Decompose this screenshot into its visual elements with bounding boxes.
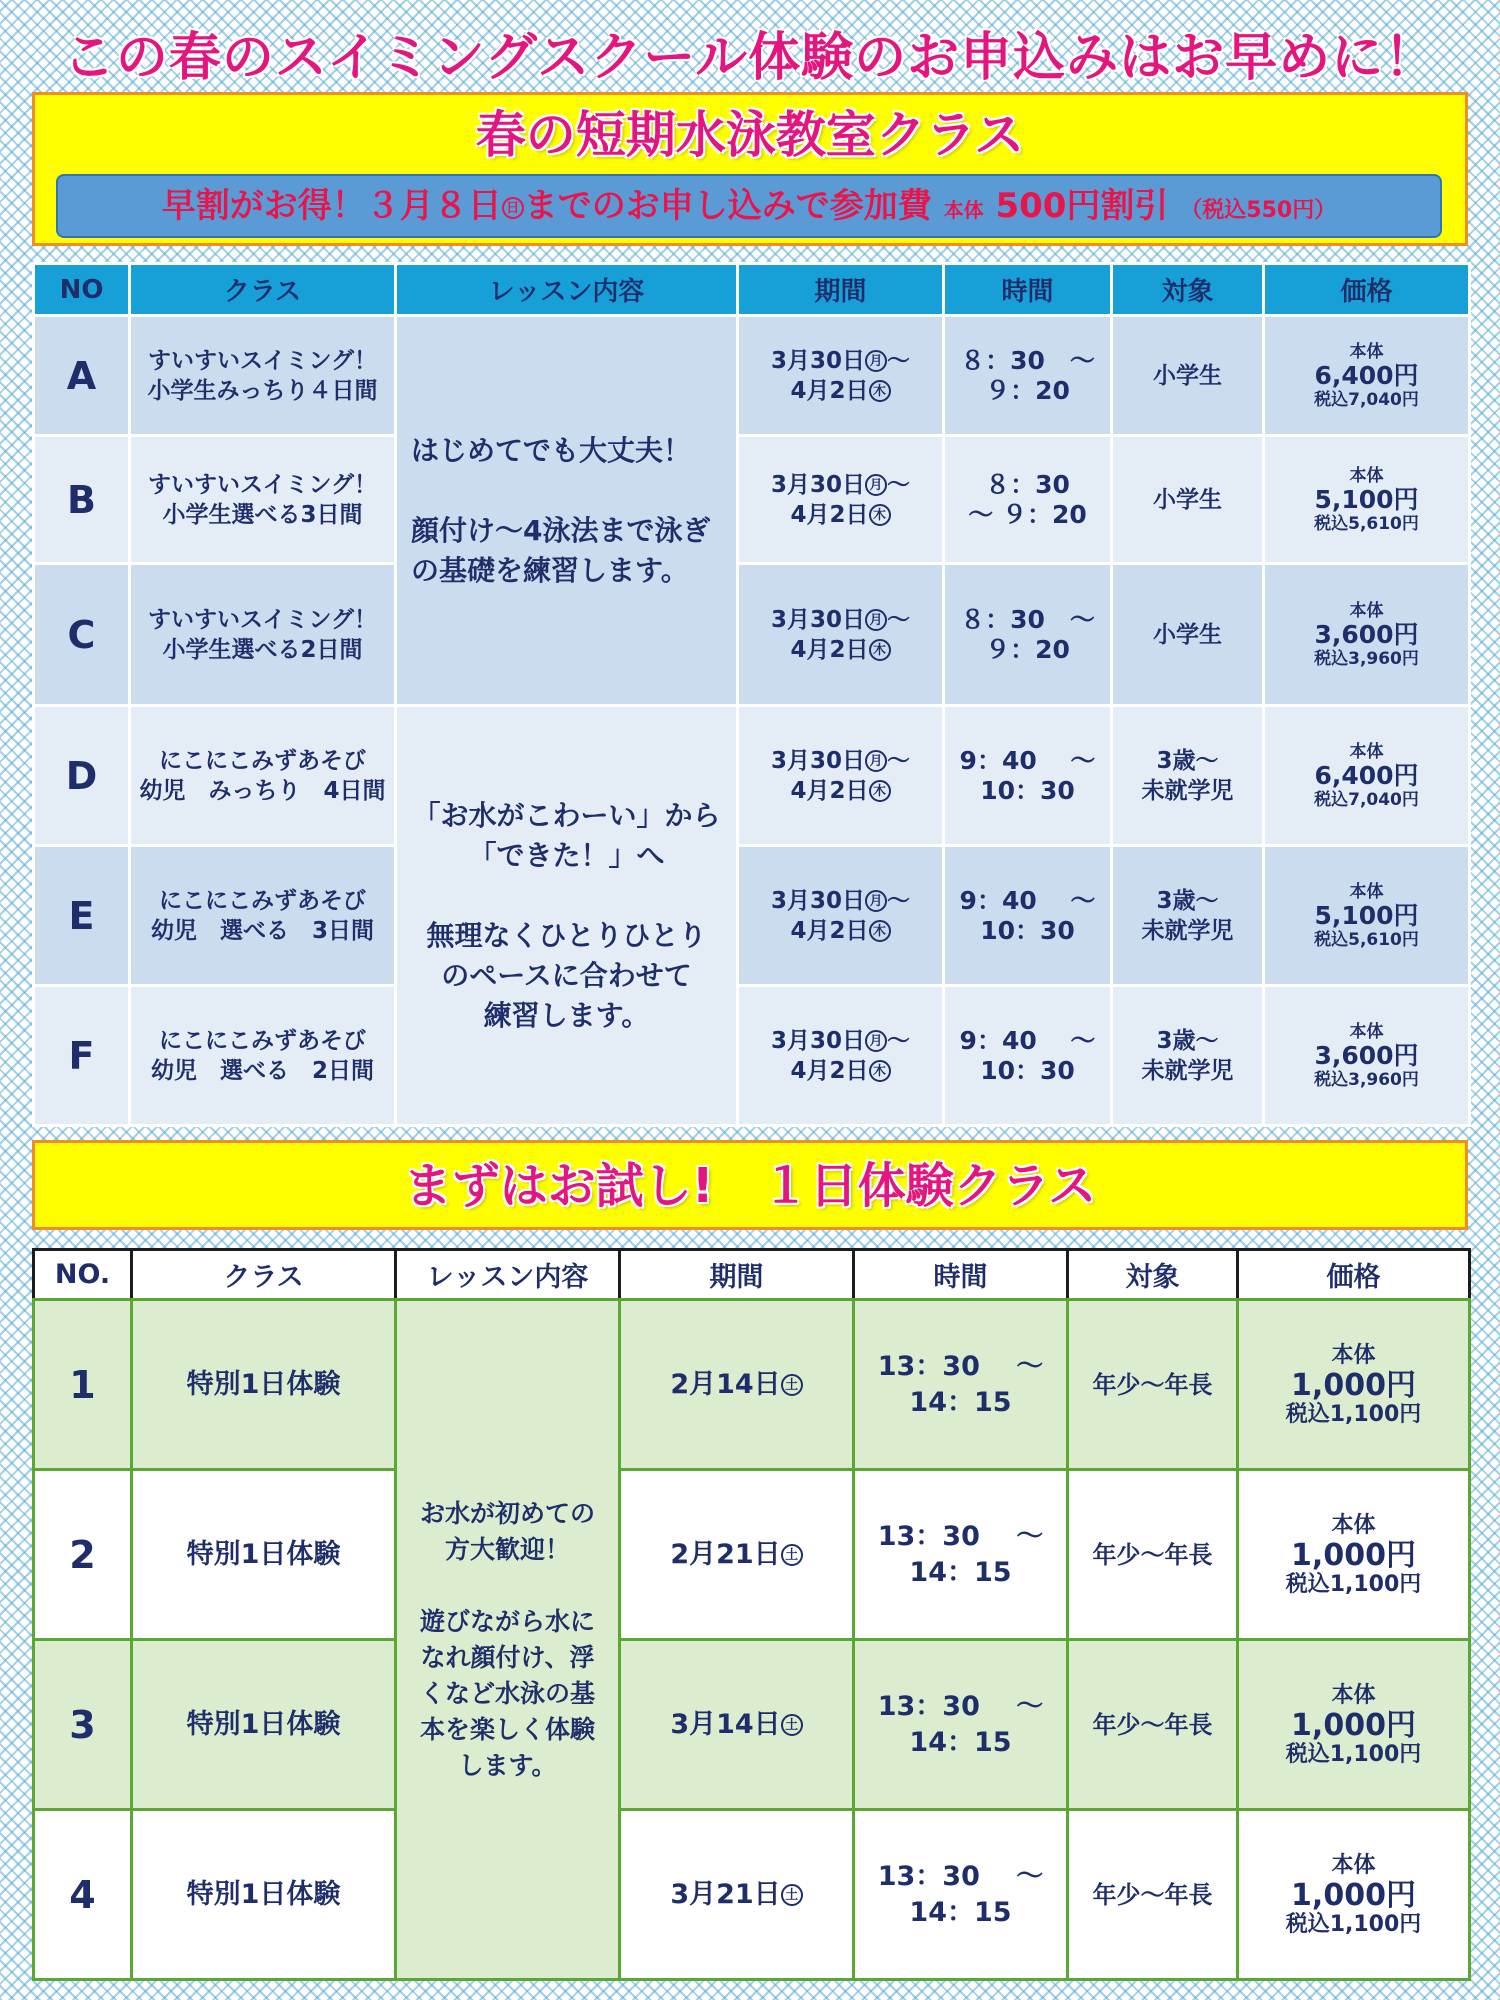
weekday-mark: 月 xyxy=(865,1030,887,1052)
target-line: 3歳～ xyxy=(1156,1027,1219,1054)
time xyxy=(854,1640,1068,1810)
range-tilde: ～ xyxy=(887,471,910,498)
time-line: 13：30 ～ xyxy=(877,1860,1044,1892)
class-name-line: にこにこみずあそび xyxy=(159,1027,366,1054)
discount-tax: （税込550円） xyxy=(1180,198,1337,223)
lesson-description-line: くなど水泳の基 xyxy=(419,1678,595,1708)
price xyxy=(1264,986,1470,1126)
period-end xyxy=(739,635,942,665)
column-header: 価格 xyxy=(1264,264,1470,316)
time-line: 13：30 ～ xyxy=(877,1690,1044,1722)
time xyxy=(944,986,1112,1126)
table-row xyxy=(34,706,1470,846)
class-name: 特別1日体験 xyxy=(132,1640,396,1810)
period-end xyxy=(739,776,942,806)
target: 年少～年長 xyxy=(1068,1470,1238,1640)
weekday-mark: 土 xyxy=(781,1544,803,1566)
lesson-description xyxy=(396,1300,620,1980)
price-value: 3,600円 xyxy=(1314,619,1419,649)
target xyxy=(1112,436,1264,564)
row-number: 4 xyxy=(34,1810,132,1980)
period xyxy=(620,1300,854,1470)
period-date xyxy=(621,1537,852,1573)
weekday-mark: 土 xyxy=(781,1714,803,1736)
price xyxy=(1264,846,1470,986)
trial-table-header xyxy=(34,1250,1470,1300)
date-text: 3月21日 xyxy=(670,1878,781,1910)
lesson-description-line: 遊びながら水に xyxy=(419,1606,595,1636)
row-number: 2 xyxy=(34,1470,132,1640)
lesson-description-line: 無理なくひとりひとり xyxy=(426,918,707,952)
range-tilde: ～ xyxy=(887,347,910,374)
weekday-mark: 土 xyxy=(781,1374,803,1396)
column-header: 期間 xyxy=(620,1250,854,1300)
table-row xyxy=(34,1640,1470,1810)
time-line: 9：40 ～ xyxy=(959,885,1096,915)
period xyxy=(738,436,944,564)
period xyxy=(738,316,944,436)
target-line: 3歳～ xyxy=(1156,747,1219,774)
period xyxy=(620,1470,854,1640)
lesson-description xyxy=(396,316,738,706)
period xyxy=(620,1640,854,1810)
class-name-line: 幼児 選べる 2日間 xyxy=(150,1057,374,1084)
class-name xyxy=(130,706,396,846)
column-header: 時間 xyxy=(854,1250,1068,1300)
spring-class-title: 春の短期水泳教室クラス xyxy=(475,106,1025,164)
time-line: ８：30 xyxy=(985,469,1070,499)
class-name-line: すいすいスイミング！ xyxy=(147,347,378,374)
period xyxy=(738,986,944,1126)
target: 年少～年長 xyxy=(1068,1810,1238,1980)
price-label: 本体 xyxy=(1349,741,1384,762)
class-name-line: 小学生みっちり４日間 xyxy=(147,377,378,404)
discount-middle: までのお申し込みで参加費 xyxy=(523,186,932,226)
period-end xyxy=(739,1056,942,1086)
date-text: 4月2日 xyxy=(790,917,869,944)
target xyxy=(1112,846,1264,986)
spring-class-table xyxy=(32,262,1471,1127)
lesson-description-line: 練習します。 xyxy=(483,998,650,1032)
period-end xyxy=(739,500,942,530)
lesson-description-line: はじめてでも大丈夫！ xyxy=(411,433,692,467)
lesson-description-line: 方大歓迎！ xyxy=(444,1534,570,1564)
date-text: 3月14日 xyxy=(670,1708,781,1740)
price xyxy=(1238,1470,1470,1640)
table-row xyxy=(34,1810,1470,1980)
target: 年少～年長 xyxy=(1068,1640,1238,1810)
price-label: 本体 xyxy=(1331,1682,1376,1708)
price xyxy=(1264,706,1470,846)
price-label: 本体 xyxy=(1331,1342,1376,1368)
period-end xyxy=(739,376,942,406)
period-start xyxy=(739,746,942,776)
time-line: 10：30 xyxy=(980,915,1075,945)
column-header: NO xyxy=(34,264,130,316)
date-text: 4月2日 xyxy=(790,501,869,528)
target-line: 未就学児 xyxy=(1141,777,1234,804)
time xyxy=(854,1810,1068,1980)
time-line: 9：40 ～ xyxy=(959,745,1096,775)
lesson-description-line xyxy=(397,1568,618,1604)
discount-lead: 早割がお得！３月８日 xyxy=(161,186,502,226)
price-value: 6,400円 xyxy=(1314,760,1419,790)
price-label: 本体 xyxy=(1349,881,1384,902)
column-header: レッスン内容 xyxy=(396,264,738,316)
lesson-description-line: 顔付け～4泳法まで泳ぎの基礎を練習します。 xyxy=(411,513,711,587)
target xyxy=(1112,316,1264,436)
lesson-description-line: お水が初めての xyxy=(419,1498,595,1528)
price-label: 本体 xyxy=(1331,1512,1376,1538)
column-header: 対象 xyxy=(1112,264,1264,316)
target-line: 未就学児 xyxy=(1141,1057,1234,1084)
price xyxy=(1264,436,1470,564)
class-name xyxy=(130,986,396,1126)
price xyxy=(1264,564,1470,706)
price-tax-included: 税込1,100円 xyxy=(1285,1401,1422,1427)
date-text: 3月30日 xyxy=(770,1027,865,1054)
range-tilde: ～ xyxy=(887,1027,910,1054)
class-name-line: すいすいスイミング！ xyxy=(147,471,378,498)
price-label: 本体 xyxy=(1331,1852,1376,1878)
price-label: 本体 xyxy=(1349,600,1384,621)
trial-class-title: まずはお試し! １日体験クラス xyxy=(403,1158,1097,1214)
target-line: 3歳～ xyxy=(1156,887,1219,914)
date-text: 3月30日 xyxy=(770,747,865,774)
date-text: 2月21日 xyxy=(670,1538,781,1570)
column-header: NO. xyxy=(34,1250,132,1300)
column-header: 時間 xyxy=(944,264,1112,316)
column-header: クラス xyxy=(132,1250,396,1300)
price-value: 6,400円 xyxy=(1314,360,1419,390)
time-line: 10：30 xyxy=(980,1055,1075,1085)
row-number: D xyxy=(34,706,130,846)
price-tax-included: 税込1,100円 xyxy=(1285,1571,1422,1597)
class-name: 特別1日体験 xyxy=(132,1300,396,1470)
price-label: 本体 xyxy=(1349,1021,1384,1042)
time-line: 14：15 xyxy=(909,1726,1012,1758)
time-line: 13：30 ～ xyxy=(877,1350,1044,1382)
price-value: 1,000円 xyxy=(1291,1537,1416,1573)
date-text: 3月30日 xyxy=(770,887,865,914)
target xyxy=(1112,564,1264,706)
weekday-mark: 土 xyxy=(781,1884,803,1906)
time xyxy=(944,846,1112,986)
time xyxy=(944,706,1112,846)
date-text: 4月2日 xyxy=(790,636,869,663)
period-start xyxy=(739,605,942,635)
price-value: 1,000円 xyxy=(1291,1367,1416,1403)
period-start xyxy=(739,470,942,500)
class-name xyxy=(130,436,396,564)
target-line: 小学生 xyxy=(1153,362,1222,389)
time-line: ～ ９：20 xyxy=(968,499,1087,529)
range-tilde: ～ xyxy=(887,747,910,774)
table-row xyxy=(34,986,1470,1126)
row-number: C xyxy=(34,564,130,706)
price-value: 3,600円 xyxy=(1314,1040,1419,1070)
time-line: 14：15 xyxy=(909,1386,1012,1418)
class-name: 特別1日体験 xyxy=(132,1810,396,1980)
period-end xyxy=(739,916,942,946)
lesson-description xyxy=(396,706,738,1126)
price xyxy=(1238,1640,1470,1810)
period xyxy=(738,846,944,986)
trial-class-table xyxy=(32,1248,1471,1981)
row-number: B xyxy=(34,436,130,564)
target xyxy=(1112,986,1264,1126)
date-text: 2月14日 xyxy=(670,1368,781,1400)
page-headline: この春のスイミングスクール体験のお申込みはお早めに！ xyxy=(62,28,1438,88)
weekday-mark: 月 xyxy=(865,750,887,772)
table-row xyxy=(34,846,1470,986)
weekday-mark: 月 xyxy=(865,474,887,496)
class-name xyxy=(130,316,396,436)
class-name: 特別1日体験 xyxy=(132,1470,396,1640)
lesson-description-line: 本を楽しく体験 xyxy=(419,1714,595,1744)
column-header: レッスン内容 xyxy=(396,1250,620,1300)
weekday-mark: 月 xyxy=(865,890,887,912)
period xyxy=(738,564,944,706)
class-name-line: 小学生選べる3日間 xyxy=(162,501,363,528)
weekday-mark: 木 xyxy=(869,780,891,802)
column-header: 期間 xyxy=(738,264,944,316)
price-value: 1,000円 xyxy=(1291,1877,1416,1913)
price-tax-included: 税込5,610円 xyxy=(1314,929,1419,950)
price-tax-included: 税込7,040円 xyxy=(1314,789,1419,810)
time-line: 14：15 xyxy=(909,1896,1012,1928)
price-tax-included: 税込7,040円 xyxy=(1314,389,1419,410)
period-date xyxy=(621,1707,852,1743)
weekday-mark: 木 xyxy=(869,639,891,661)
target-line: 小学生 xyxy=(1153,486,1222,513)
price-value: 1,000円 xyxy=(1291,1707,1416,1743)
lesson-description-line: します。 xyxy=(458,1750,557,1780)
class-name xyxy=(130,846,396,986)
early-discount-banner xyxy=(56,174,1442,238)
period-start xyxy=(739,1026,942,1056)
target-line: 未就学児 xyxy=(1141,917,1234,944)
class-name-line: 幼児 みっちり 4日間 xyxy=(139,777,386,804)
time xyxy=(944,436,1112,564)
target xyxy=(1112,706,1264,846)
time-line: 10：30 xyxy=(980,775,1075,805)
lesson-description-line: 「できた！」へ xyxy=(468,838,665,872)
time-line: 14：15 xyxy=(909,1556,1012,1588)
class-name-line: 幼児 選べる 3日間 xyxy=(150,917,374,944)
class-name-line: にこにこみずあそび xyxy=(159,887,366,914)
class-name-line: 小学生選べる2日間 xyxy=(162,636,363,663)
period-start xyxy=(739,346,942,376)
weekday-mark: 木 xyxy=(869,380,891,402)
column-header: クラス xyxy=(130,264,396,316)
sunday-mark: 日 xyxy=(502,197,524,219)
class-name xyxy=(130,564,396,706)
date-text: 4月2日 xyxy=(790,1057,869,1084)
price-value: 5,100円 xyxy=(1314,484,1419,514)
weekday-mark: 木 xyxy=(869,1060,891,1082)
time-line: ９：20 xyxy=(985,634,1070,664)
column-header: 価格 xyxy=(1238,1250,1470,1300)
row-number: A xyxy=(34,316,130,436)
lesson-description-line xyxy=(411,471,736,511)
row-number: 3 xyxy=(34,1640,132,1810)
price-label: 本体 xyxy=(1349,341,1384,362)
time-line: ８：30 ～ xyxy=(960,345,1095,375)
time xyxy=(944,564,1112,706)
date-text: 4月2日 xyxy=(790,777,869,804)
period-date xyxy=(621,1367,852,1403)
weekday-mark: 月 xyxy=(865,350,887,372)
price xyxy=(1238,1810,1470,1980)
row-number: 1 xyxy=(34,1300,132,1470)
weekday-mark: 木 xyxy=(869,504,891,526)
class-name-line: にこにこみずあそび xyxy=(159,747,366,774)
row-number: F xyxy=(34,986,130,1126)
table-row xyxy=(34,1300,1470,1470)
table-row xyxy=(34,564,1470,706)
time xyxy=(854,1300,1068,1470)
table-row xyxy=(34,316,1470,436)
range-tilde: ～ xyxy=(887,606,910,633)
date-text: 3月30日 xyxy=(770,471,865,498)
row-number: E xyxy=(34,846,130,986)
time-line: 13：30 ～ xyxy=(877,1520,1044,1552)
weekday-mark: 木 xyxy=(869,920,891,942)
period xyxy=(620,1810,854,1980)
price xyxy=(1264,316,1470,436)
date-text: 3月30日 xyxy=(770,347,865,374)
price-tax-included: 税込1,100円 xyxy=(1285,1741,1422,1767)
price-tax-included: 税込3,960円 xyxy=(1314,648,1419,669)
discount-honbody: 本体 xyxy=(943,198,984,222)
target-line: 小学生 xyxy=(1153,621,1222,648)
date-text: 3月30日 xyxy=(770,606,865,633)
lesson-description-line: のペースに合わせて xyxy=(441,958,692,992)
table-row xyxy=(34,436,1470,564)
time xyxy=(944,316,1112,436)
target: 年少～年長 xyxy=(1068,1300,1238,1470)
time-line: ９：20 xyxy=(985,375,1070,405)
period xyxy=(738,706,944,846)
weekday-mark: 月 xyxy=(865,609,887,631)
class-name-line: すいすいスイミング！ xyxy=(147,606,378,633)
price-tax-included: 税込5,610円 xyxy=(1314,513,1419,534)
lesson-description-line: なれ顔付け、浮 xyxy=(420,1642,595,1672)
date-text: 4月2日 xyxy=(790,377,869,404)
table-row xyxy=(34,1470,1470,1640)
price xyxy=(1238,1300,1470,1470)
price-label: 本体 xyxy=(1349,465,1384,486)
trial-class-banner xyxy=(32,1140,1468,1230)
spring-table-header xyxy=(34,264,1470,316)
time-line: ８：30 ～ xyxy=(960,604,1095,634)
time xyxy=(854,1470,1068,1640)
discount-amount: 500円割引 xyxy=(995,186,1169,226)
time-line: 9：40 ～ xyxy=(959,1025,1096,1055)
price-value: 5,100円 xyxy=(1314,900,1419,930)
price-tax-included: 税込3,960円 xyxy=(1314,1069,1419,1090)
price-tax-included: 税込1,100円 xyxy=(1285,1911,1422,1937)
range-tilde: ～ xyxy=(887,887,910,914)
period-date xyxy=(621,1877,852,1913)
period-start xyxy=(739,886,942,916)
column-header: 対象 xyxy=(1068,1250,1238,1300)
lesson-description-line xyxy=(397,876,736,916)
lesson-description-line: 「お水がこわーい」から xyxy=(412,798,721,832)
